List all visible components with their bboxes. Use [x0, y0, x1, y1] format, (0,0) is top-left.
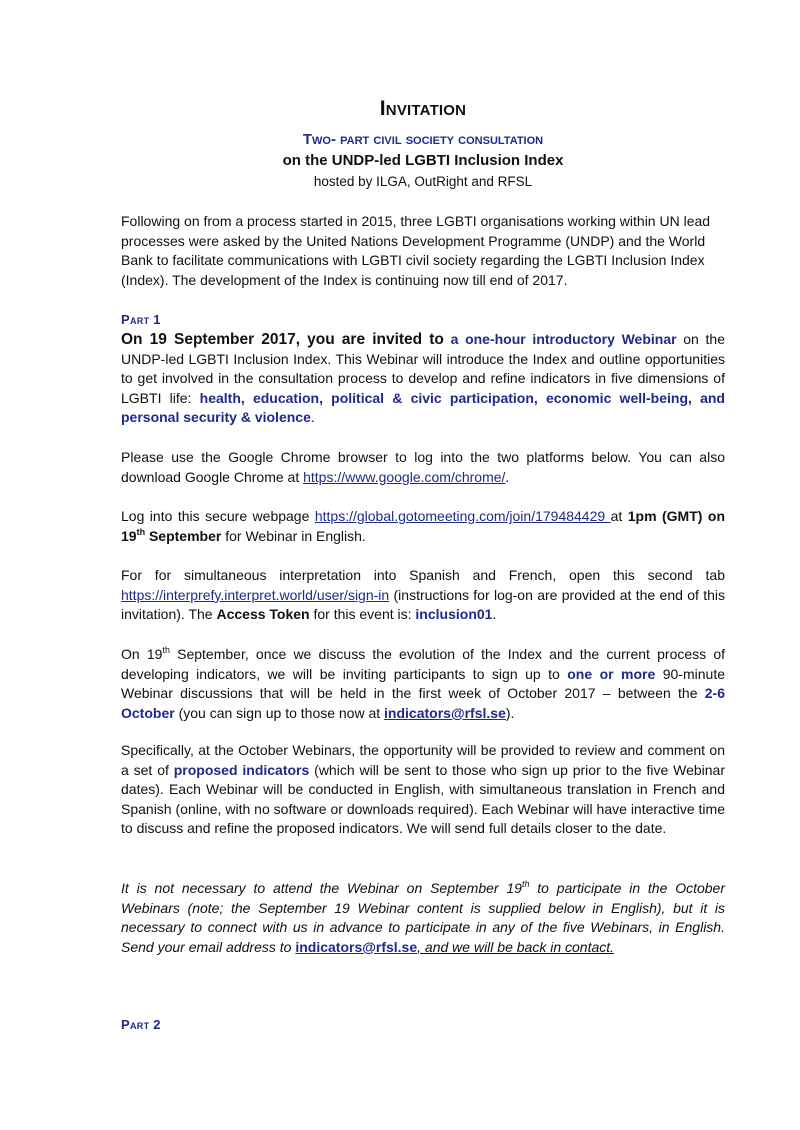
interp-text: For for simultaneous interpretation into Spanish and French, open this second tab — [121, 567, 725, 583]
login-end: for Webinar in English. — [221, 527, 366, 544]
chrome-download-link[interactable]: https://www.google.com/chrome/ — [303, 468, 506, 485]
specifically-paragraph — [121, 741, 725, 839]
topic-line: on the UNDP-led LGBTI Inclusion Index — [282, 152, 564, 169]
sept19-t5: ). — [505, 704, 515, 721]
interp-end: . — [492, 606, 497, 623]
sept19-sup: th — [162, 645, 170, 655]
note-email-link[interactable]: indicators@rfsl.se — [295, 938, 418, 955]
chrome-paragraph — [121, 448, 725, 487]
chrome-end: . — [505, 468, 510, 485]
login-at: at — [610, 508, 628, 524]
sept19-t3: 90-minute Webinar discussions that will be held in the first week of October 2017 – between the — [121, 665, 725, 702]
sept19-paragraph — [121, 645, 725, 723]
part2-heading: Part 2 — [121, 1017, 161, 1032]
consultation-subtitle: Two- part civil society consultation — [302, 131, 544, 148]
interp-text2: (instructions for log-on are provided at the end of this invitation). The — [121, 586, 725, 623]
part1-text-b: . — [310, 409, 315, 426]
spec-t2: (which will be sent to those who sign up prior to the five Webinar dates). Each Webinar will be conducted in English, with simultaneous translation in French and Spanish (online, with no software or downloads required). Each Webinar will have interactive time to discuss and refine the proposed indicators. We will send full details closer to the date. — [121, 761, 726, 837]
sept19-t1: On 19 — [121, 646, 163, 662]
note-sup: th — [521, 879, 530, 889]
chrome-text: Please use the Google Chrome browser to log into the two platforms below. You can also download Google Chrome at — [121, 449, 725, 485]
october-dates-text: 2-6 October — [121, 685, 725, 721]
access-token-label: Access Token — [216, 606, 310, 623]
webinar-link-text: a one-hour introductory Webinar — [450, 331, 677, 347]
note-t1: It is not necessary to attend the Webinar on September 19 — [121, 880, 522, 896]
part1-text-a: on the UNDP-led LGBTI Inclusion Index. This Webinar will introduce the Index and outline opportunities to get involved in the consultation process to develop and refine indicators in five dimensions of LGBTI life: — [121, 331, 725, 406]
intro-paragraph: Following on from a process started in 2015, three LGBTI organisations working within UN lead processes were asked by the United Nations Development Programme (UNDP) and the World Bank to facilitate communications with LGBTI civil society regarding the LGBTI Inclusion Index (Index). The development of the Index is continuing now till end of 2017. — [121, 213, 711, 288]
sept19-t4: (you can sign up to those now at — [174, 704, 385, 721]
page-title: Invitation — [379, 97, 467, 120]
gotomeeting-link[interactable]: https://global.gotomeeting.com/join/179484429 — [314, 508, 611, 524]
login-day: September — [145, 527, 222, 544]
note-t2: to participate in the October Webinars (note; the September 19 Webinar content is supplied below in English), but it is necessary to connect with us in advance to participate in any of the five Webinars, in English. Send your email address to — [121, 880, 726, 955]
access-token-value: inclusion01 — [415, 606, 493, 623]
proposed-indicators-text: proposed indicators — [173, 761, 310, 778]
part1-paragraph — [121, 330, 725, 428]
login-paragraph — [121, 507, 725, 546]
dimensions-text: health, education, political & civic participation, economic well-being, and personal security & violence — [121, 389, 725, 426]
login-time: 1pm (GMT) on 19 — [121, 508, 725, 544]
note-t3: , and we will be back in contact. — [417, 938, 615, 955]
interpretation-paragraph — [121, 566, 725, 625]
login-text: Log into this secure webpage — [121, 508, 315, 524]
part1-lead: On 19 September 2017, you are invited to — [121, 331, 444, 348]
sept19-t2: September, once we discuss the evolution of the Index and the current process of developing indicators, we will be inviting participants to sign up to — [121, 646, 725, 682]
interp-text3: for this event is: — [309, 606, 416, 623]
hosts-line: hosted by ILGA, OutRight and RFSL — [313, 174, 533, 189]
note-paragraph — [121, 879, 725, 957]
part1-heading: Part 1 — [121, 312, 161, 327]
interprefy-link[interactable]: https://interprefy.interpret.world/user/sign-in — [121, 586, 390, 603]
spec-t1: Specifically, at the October Webinars, the opportunity will be provided to review and comment on a set of — [121, 742, 725, 778]
one-or-more-text: one or more — [567, 665, 656, 682]
email-link[interactable]: indicators@rfsl.se — [384, 704, 506, 721]
login-sup: th — [136, 526, 146, 537]
